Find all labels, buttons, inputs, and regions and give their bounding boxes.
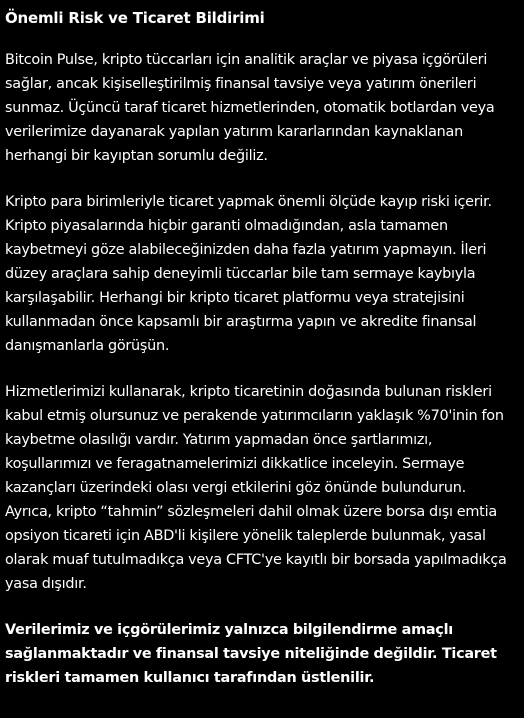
- paragraph-risk-acknowledgement: Hizmetlerimizi kullanarak, kripto ticaretinin doğasında bulunan riskleri kabul etmiş olursunuz ve perakende yatırımcıların yaklaşık %70'inin fon kaybetme olasılığı vardır. Yatırım yapmadan önce şartlarımızı, koşullarımızı ve feragatnamelerimizi dikkatlice inceleyin. Sermaye kazançları üzerindeki olası vergi etkilerini göz önünde bulundurun. Ayrıca, kripto “tahmin” sözleşmeleri dahil olmak üzere borsa dışı emtia opsiyon ticareti için ABD'li kişilere yönelik taleplerde bulunmak, yasal olarak muaf tutulmadıkça veya CFTC'ye kayıtlı bir borsada yapılmadıkça yasa dışıdır.: [5, 384, 507, 592]
- closing-statement: Verilerimiz ve içgörülerimiz yalnızca bilgilendirme amaçlı sağlanmaktadır ve finansal tavsiye niteliğinde değildir. Ticaret riskleri tamamen kullanıcı tarafından üstlenilir.: [5, 622, 497, 686]
- notice-title: Önemli Risk ve Ticaret Bildirimi: [5, 9, 265, 27]
- paragraph-trading-risk: Kripto para birimleriyle ticaret yapmak önemli ölçüde kayıp riski içerir. Kripto piyasalarında hiçbir garanti olmadığından, asla tamamen kaybetmeyi göze alabileceğinizden daha fazla yatırım yapmayın. İleri düzey araçlara sahip deneyimli tüccarlar bile tam sermaye kaybıyla karşılaşabilir. Herhangi bir kripto ticaret platformu veya stratejisini kullanmadan önce kapsamlı bir araştırma yapın ve akredite finansal danışmanlarla görüşün.: [5, 194, 492, 354]
- paragraph-platform-disclaimer: Bitcoin Pulse, kripto tüccarları için analitik araçlar ve piyasa içgörüleri sağlar, ancak kişiselleştirilmiş finansal tavsiye veya yatırım önerileri sunmaz. Üçüncü taraf ticaret hizmetlerinden, otomatik botlardan veya verilerimize dayanarak yapılan yatırım kararlarından kaynaklanan herhangi bir kayıptan sorumlu değiliz.: [5, 52, 495, 164]
